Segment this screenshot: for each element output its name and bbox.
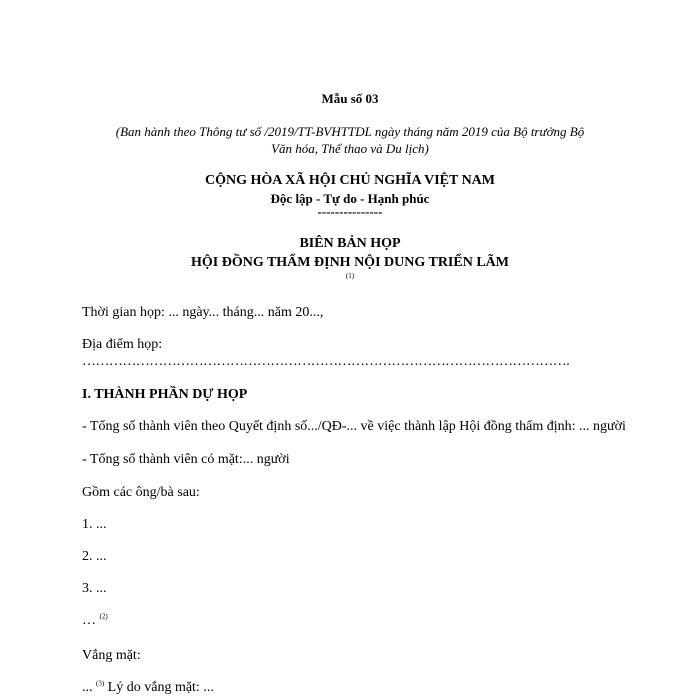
country-name: CỘNG HÒA XÃ HỘI CHỦ NGHĨA VIỆT NAM	[204, 173, 495, 188]
absent-reason: Lý do vắng mặt: ...	[104, 680, 214, 695]
issuance-note-line2: Văn hóa, Thể thao và Du lịch)	[271, 141, 429, 156]
motto-divider: ---------------	[317, 204, 383, 219]
meeting-location-dots: ……………………………………………………………………………………………….	[82, 354, 570, 369]
section-heading: I. THÀNH PHẦN DỰ HỌP	[82, 387, 248, 402]
absent-footnote-mark: (3)	[96, 679, 105, 688]
present-members-line: - Tổng số thành viên có mặt:... người	[82, 452, 290, 467]
meeting-time: Thời gian họp: ... ngày... tháng... năm 20...,	[82, 305, 324, 320]
members-intro: Gồm các ông/bà sau:	[82, 485, 200, 500]
meeting-location-label: Địa điểm họp:	[82, 337, 163, 352]
more-members-line	[82, 613, 108, 629]
form-number: Mẫu số 03	[321, 91, 379, 106]
absent-prefix: ...	[82, 680, 96, 695]
member-item: 2. ...	[82, 549, 107, 564]
more-members-ellipsis: …	[82, 613, 100, 628]
document-subtitle: HỘI ĐỒNG THẨM ĐỊNH NỘI DUNG TRIỂN LÃM	[190, 255, 509, 270]
member-item: 1. ...	[82, 517, 107, 532]
document-title: BIÊN BẢN HỌP	[299, 236, 401, 251]
more-members-footnote-mark: (2)	[99, 612, 108, 621]
absent-label: Vắng mặt:	[82, 648, 141, 663]
absent-line	[82, 680, 214, 696]
national-motto: Độc lập - Tự do - Hạnh phúc	[270, 191, 430, 206]
issuance-note-line1: (Ban hành theo Thông tư số /2019/TT-BVHTTDL ngày tháng năm 2019 của Bộ trưởng Bộ	[115, 124, 585, 139]
title-footnote-mark: (1)	[345, 272, 355, 280]
member-item: 3. ...	[82, 581, 107, 596]
total-members-line: - Tổng số thành viên theo Quyết định số.../QĐ-... về việc thành lập Hội đồng thẩm định: ... người	[82, 419, 626, 434]
